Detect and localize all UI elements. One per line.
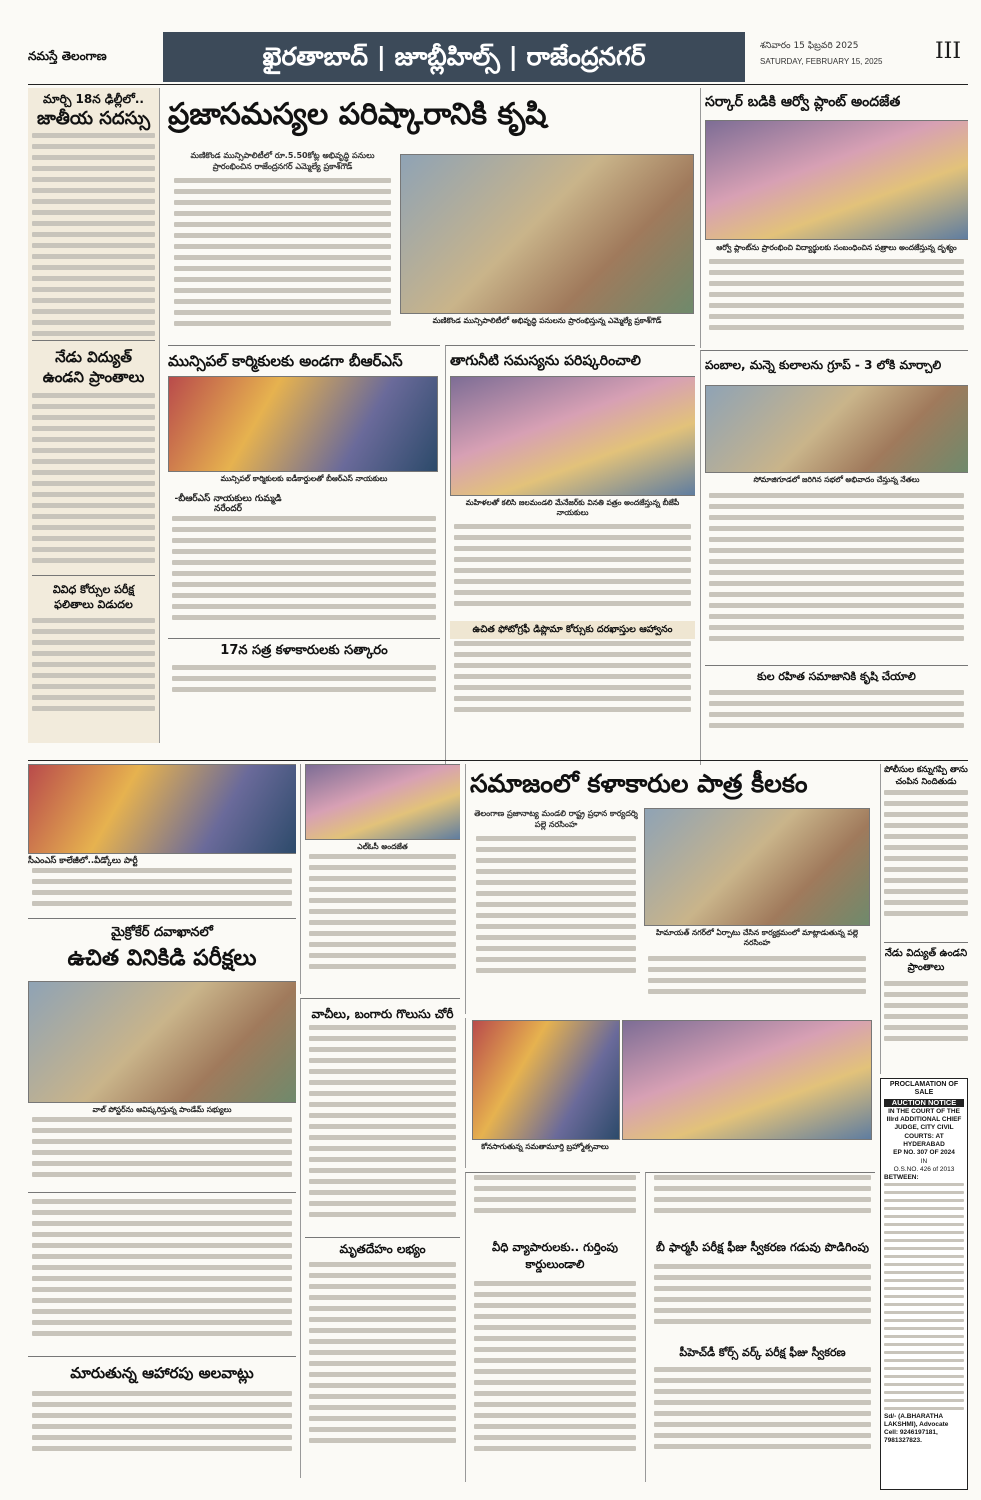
exam-story (645, 1172, 875, 1482)
vendors-headline: వీధి వ్యాపారులకు.. గుర్తింపు కార్డులుండాలి (492, 1240, 618, 1271)
microcare-headline: ఉచిత వినికిడి పరీక్షలు (67, 946, 257, 971)
legal-head-1: PROCLAMATION OF SALE (889, 1081, 959, 1097)
food-story (28, 1192, 296, 1482)
legal-between: BETWEEN: (884, 1174, 919, 1182)
diploma-headline: ఉచిత ఫోటోగ్రఫీ డిప్లొమా కోర్సుకు దరఖాస్తుల ఆహ్వానం (450, 621, 695, 639)
loc-photo (305, 764, 460, 840)
lead-headline: ప్రజాసమస్యల పరిష్కారానికి కృషి (168, 97, 547, 132)
ro-plant-caption: ఆర్వో ప్లాంట్‌ను ప్రారంభించి విద్యార్థులకు సంబంధించిన పత్రాలు అందజేస్తున్న దృశ్యం (716, 243, 957, 252)
crime-column (300, 998, 460, 1478)
section-title: ఖైరతాబాద్ | జూబ్లీహిల్స్ | రాజేంద్రనగర్ (262, 42, 646, 71)
lead-photo-caption: మణికొండ మున్సిపాలిటీలో అభివృద్ధి పనులను ప్రారంభిస్తున్న ఎమ్మెల్యే ప్రకాశ్‌గౌడ్ (432, 316, 662, 325)
date-english: SATURDAY, FEBRUARY 15, 2025 (760, 57, 883, 66)
lead-photo (400, 154, 694, 314)
power-cut-body (28, 391, 159, 575)
artists-17-headline: 17న సత్ర కళాకారులకు సత్కారం (220, 643, 388, 658)
story-kicker: మార్చి 18న ఢిల్లీలో.. (43, 92, 144, 106)
brand-name: నమస్తే తెలంగాణ (28, 49, 107, 63)
section-divider (28, 760, 968, 761)
society-photo (644, 808, 870, 926)
water-story (445, 345, 695, 765)
temple-photo-1 (472, 1020, 620, 1140)
temple-story (465, 1018, 875, 1168)
section-banner (163, 32, 745, 82)
cms-caption: సీఎంఎస్ కాలేజీలో..వీడ్కోలు పార్టీ (28, 856, 138, 866)
legal-head-2: AUCTION NOTICE (884, 1099, 964, 1107)
vendors-story (465, 1172, 640, 1482)
legal-in: IN (920, 1157, 928, 1165)
legal-cell: Cell: 9246197181, 7981327823. (884, 1429, 938, 1445)
microcare-caption: వాల్ పోస్టర్‌ను ఆవిష్కరిస్తున్న పాండేమ్ సభ్యులు (92, 1105, 232, 1114)
water-caption: మహిళలతో కలిసి జలమండలి మేనేజర్‌కు వినతి పత్రం అందజేస్తున్న బీజేపీ నాయకులు (465, 498, 680, 517)
loc-story (300, 764, 460, 994)
society-story (465, 764, 875, 1014)
lead-story (168, 88, 695, 338)
temple-caption: కోనసాగుతున్న సమతామూర్తి బ్రహ్మోత్సవాలు (481, 1142, 609, 1151)
loc-caption: ఎల్ఓసీ అందజేత (357, 842, 408, 851)
water-headline: తాగునీటి సమస్యను పరిష్కరించాలి (450, 353, 641, 369)
cms-photo (28, 764, 296, 854)
chain-theft-headline: వాచీలు, బంగారు గొలుసు చోరీ (311, 1007, 454, 1021)
legal-notice (880, 1078, 968, 1490)
date-telugu: శనివారం 15 ఫిబ్రవరి 2025 (760, 41, 859, 51)
society-deck: తెలంగాణ ప్రజానాట్య మండలి రాష్ట్ర ప్రధాన కార్యదర్శి పల్లె నరసింహ (474, 809, 638, 829)
police-headline: పోలీసుల కన్నుగప్పి తాను చంపిన నిందితుడు (884, 765, 968, 787)
masthead (0, 0, 981, 88)
lead-text (170, 150, 395, 335)
group3-caption: సోమాజిగూడలో జరిగిన సభలో అభివాదం చేస్తున్న నేతలు (753, 475, 920, 484)
right-lower-column (880, 764, 968, 1074)
municipal-caption: మున్సిపల్ కార్మికులకు ఐడీకార్డులతో బీఆర్ఎస్ నాయకులు (220, 474, 388, 483)
microcare-photo (28, 981, 296, 1103)
story-headline: జాతీయ సదస్సు (36, 108, 151, 129)
municipal-headline: మున్సిపల్ కార్మికులకు అండగా బీఆర్ఎస్ (168, 352, 403, 370)
caste-headline: కుల రహిత సమాజానికి కృషి చేయాలి (757, 670, 916, 683)
legal-os: O.S.NO. 426 of 2013 (893, 1165, 955, 1173)
group3-headline: పంబాల, మన్నె కులాలను గ్రూప్ - 3 లోకి మార్చాలి (705, 358, 942, 372)
results-headline: వివిధ కోర్సుల పరీక్ష ఫలితాలు విడుదల (52, 583, 135, 611)
page-number: III (934, 39, 962, 64)
cms-story (28, 764, 296, 914)
microcare-kicker: మైక్రోకేర్ దవాఖానలో (111, 925, 213, 940)
lead-deck: మణికొండ మున్సిపాలిటీలో రూ.5.50కోట్ల అభివృద్ధి పనులు ప్రారంభించిన రాజేంద్రనగర్ ఎమ్మెల్యే ప్రకాశ్‌గౌడ్ (190, 151, 375, 171)
municipal-photo (168, 376, 438, 472)
bpharm-headline: బీ ఫార్మసీ పరీక్ష ఫీజు స్వీకరణ గడువు పొడిగింపు (656, 1240, 869, 1254)
legal-ep: EP NO. 307 OF 2024 (893, 1149, 955, 1157)
power-cut-headline: నేడు విద్యుత్ ఉండని ప్రాంతాలు (42, 348, 145, 386)
power2-headline: నేడు విద్యుత్ ఉండని ప్రాంతాలు (884, 948, 968, 973)
municipal-story (168, 345, 440, 765)
story-body (28, 131, 159, 340)
temple-photo-2 (622, 1020, 872, 1140)
legal-court: IN THE COURT OF THE IIIrd ADDITIONAL CHIEF JUDGE, CITY CIVIL COURTS: AT HYDERABAD (886, 1107, 962, 1149)
water-photo (450, 376, 695, 496)
results-body (28, 616, 159, 730)
municipal-byline: -బీఆర్ఎస్ నాయకులు గుమ్మడి నరేందర్ (174, 494, 282, 514)
dead-body-headline: మృతదేహం లభ్యం (339, 1242, 426, 1256)
left-column (28, 88, 160, 743)
date-block (760, 38, 930, 78)
group3-photo (705, 385, 968, 473)
food-headline: మారుతున్న ఆహారపు అలవాట్లు (70, 1364, 254, 1382)
ro-plant-story (700, 88, 968, 348)
phd-headline: పీహెచ్‌డీ కోర్స్ వర్క్ పరీక్ష ఫీజు స్వీకరణ (679, 1346, 846, 1359)
legal-signature: Sd/- (A.BHARATHA LAKSHMI), Advocate (884, 1412, 949, 1428)
masthead-rule (28, 84, 968, 85)
group3-story (700, 350, 968, 765)
brand-logo (28, 40, 160, 72)
society-headline: సమాజంలో కళాకారుల పాత్ర కీలకం (470, 769, 808, 798)
society-caption: హిమాయత్ నగర్‌లో ఏర్పాటు చేసిన కార్యక్రమంలో మాట్లాడుతున్న పల్లె నరసింహ (656, 928, 858, 947)
ro-plant-headline: సర్కార్ బడికి ఆర్వో ప్లాంట్ అందజేత (705, 94, 901, 110)
microcare-story (28, 918, 296, 1188)
ro-plant-photo (705, 120, 968, 240)
